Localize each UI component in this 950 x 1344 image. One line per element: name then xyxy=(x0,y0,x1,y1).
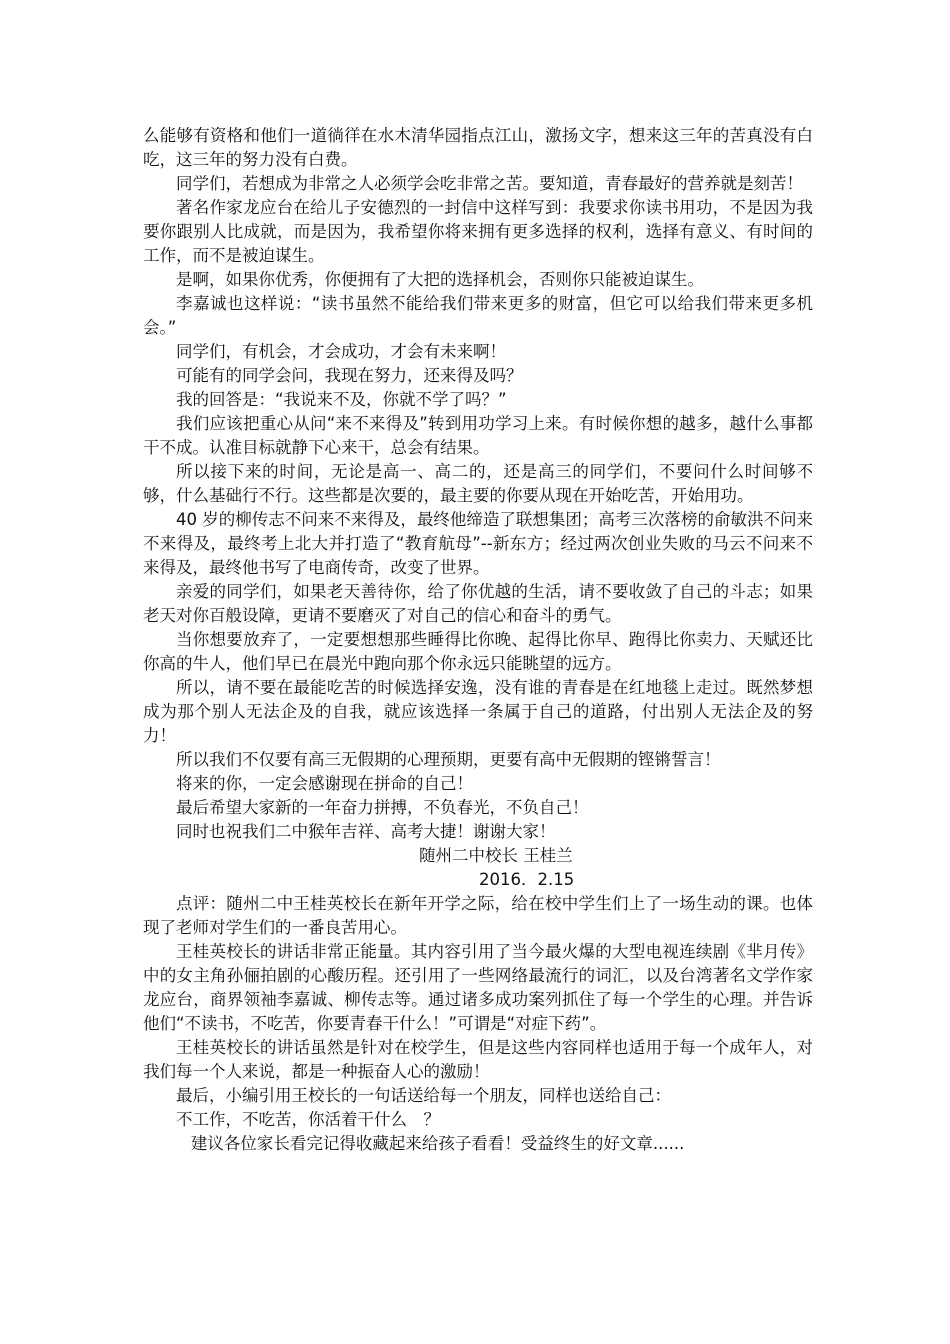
comment-paragraph: 不工作，不吃苦，你活着干什么 ？ xyxy=(176,1110,440,1129)
paragraph: 40 岁的柳传志不问来不来得及，最终他缔造了联想集团；高考三次落榜的俞敏洪不问来不来得及，最终考上北大并打造了“教育航母”--新东方；经过两次创业失败的马云不问来不来得及，最终他书写了电商传奇，改变了世界。 xyxy=(143,510,813,577)
comment-paragraph: 最后，小编引用王校长的一句话送给每一个朋友，同样也送给自己： xyxy=(176,1086,671,1105)
paragraph: 所以，请不要在最能吃苦的时候选择安逸，没有谁的青春是在红地毯上走过。既然梦想成为那个别人无法企及的自我，就应该选择一条属于自己的道路，付出别人无法企及的努力！ xyxy=(143,678,813,745)
paragraph: 所以接下来的时间，无论是高一、高二的，还是高三的同学们，不要问什么时间够不够，什么基础行不行。这些都是次要的，最主要的你要从现在开始吃苦，开始用功。 xyxy=(143,462,813,505)
paragraph: 李嘉诚也这样说：“读书虽然不能给我们带来更多的财富，但它可以给我们带来更多机会。” xyxy=(143,294,813,337)
paragraph: 可能有的同学会问，我现在努力，还来得及吗？ xyxy=(176,366,523,385)
paragraph: 著名作家龙应台在给儿子安德烈的一封信中这样写到：我要求你读书用功，不是因为我要你跟别人比成就，而是因为，我希望你将来拥有更多选择的权利，选择有意义、有时间的工作，而不是被迫谋生。 xyxy=(143,198,813,265)
comment-paragraph: 点评：随州二中王桂英校长在新年开学之际，给在校中学生们上了一场生动的课。也体现了老师对学生们的一番良苦用心。 xyxy=(143,894,813,937)
paragraph: 我们应该把重心从问“来不来得及”转到用功学习上来。有时候你想的越多，越什么事都干不成。认准目标就静下心来干，总会有结果。 xyxy=(143,414,813,457)
paragraph: 同时也祝我们二中猴年吉祥、高考大捷！谢谢大家！ xyxy=(176,822,556,841)
paragraph: 是啊，如果你优秀，你便拥有了大把的选择机会，否则你只能被迫谋生。 xyxy=(176,270,704,289)
comment-paragraph: 建议各位家长看完记得收藏起来给孩子看看！受益终生的好文章...... xyxy=(190,1134,685,1153)
comment-paragraph: 王桂英校长的讲话非常正能量。其内容引用了当今最火爆的大型电视连续剧《芈月传》中的女主角孙俪拍剧的心酸历程。还引用了一些网络最流行的词汇，以及台湾著名文学作家龙应台，商界领袖李嘉诚、柳传志等。通过诸多成功案列抓住了每一个学生的心理。并告诉他们“不读书，不吃苦，你要青春干什么！”可谓是“对症下药”。 xyxy=(143,942,813,1033)
signature: 随州二中校长 王桂兰 xyxy=(419,846,573,865)
document-body xyxy=(143,124,813,1156)
paragraph: 我的回答是：“我说来不及，你就不学了吗？” xyxy=(176,390,507,409)
paragraph: 同学们，若想成为非常之人必须学会吃非常之苦。要知道，青春最好的营养就是刻苦！ xyxy=(176,174,803,193)
paragraph: 么能够有资格和他们一道徜徉在水木清华园指点江山，激扬文字，想来这三年的苦真没有白吃，这三年的努力没有白费。 xyxy=(143,126,813,169)
paragraph: 同学们，有机会，才会成功，才会有未来啊！ xyxy=(176,342,506,361)
date: 2016．2.15 xyxy=(479,870,575,889)
paragraph: 当你想要放弃了，一定要想想那些睡得比你晚、起得比你早、跑得比你卖力、天赋还比你高的牛人，他们早已在晨光中跑向那个你永远只能眺望的远方。 xyxy=(143,630,813,673)
comment-paragraph: 王桂英校长的讲话虽然是针对在校学生，但是这些内容同样也适用于每一个成年人，对我们每一个人来说，都是一种振奋人心的激励！ xyxy=(143,1038,813,1081)
paragraph: 将来的你，一定会感谢现在拼命的自己！ xyxy=(176,774,473,793)
paragraph: 最后希望大家新的一年奋力拼搏，不负春光，不负自己！ xyxy=(176,798,589,817)
paragraph: 亲爱的同学们，如果老天善待你，给了你优越的生活，请不要收敛了自己的斗志；如果老天对你百般设障，更请不要磨灭了对自己的信心和奋斗的勇气。 xyxy=(143,582,813,625)
paragraph: 所以我们不仅要有高三无假期的心理预期，更要有高中无假期的铿锵誓言！ xyxy=(176,750,721,769)
